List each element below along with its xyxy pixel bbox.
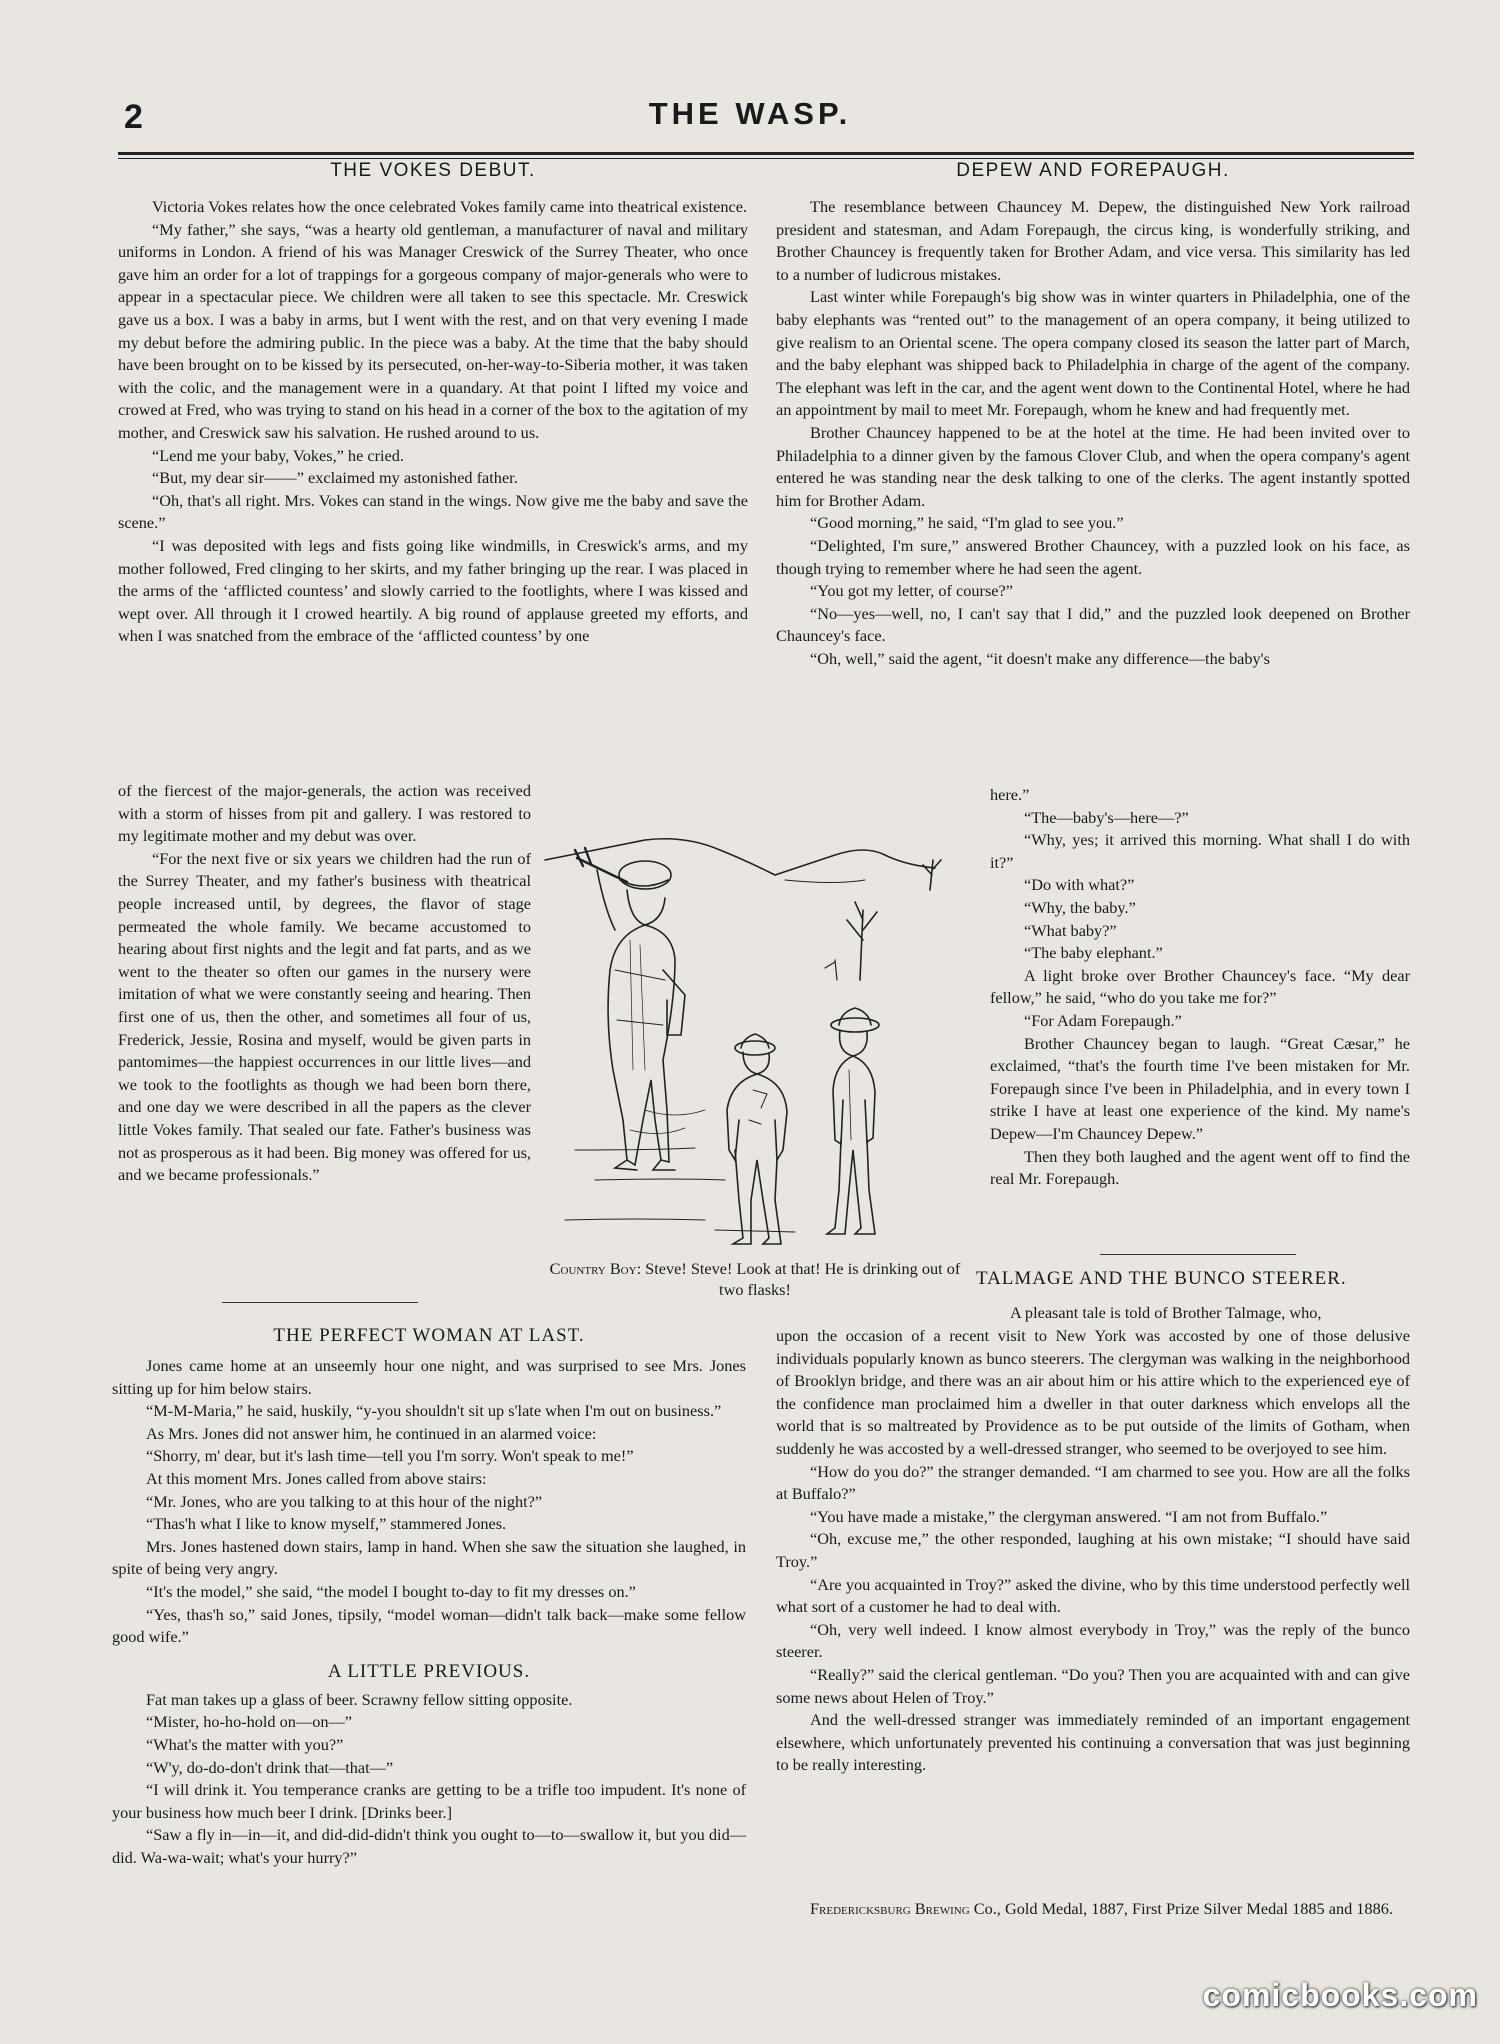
depew-paragraph: “The—baby's—here—?” bbox=[1024, 807, 1189, 827]
article-depew-forepaugh bbox=[776, 160, 1410, 670]
article-depew-continued bbox=[990, 784, 1410, 1191]
talmage-paragraph: “Oh, very well indeed. I know almost everybody in Troy,” was the reply of the bunco steerer. bbox=[776, 1619, 1410, 1662]
vokes-paragraph: Victoria Vokes relates how the once celebrated Vokes family came into theatrical existence. bbox=[152, 197, 748, 216]
article-talmage-first-line bbox=[1010, 1302, 1410, 1325]
vokes-paragraph: “But, my dear sir——” exclaimed my astonished father. bbox=[152, 468, 518, 488]
section-separator bbox=[222, 1302, 418, 1303]
talmage-paragraph: “You have made a mistake,” the clergyman answered. “I am not from Buffalo.” bbox=[810, 1506, 1328, 1526]
vokes-paragraph: “Lend me your baby, Vokes,” he cried. bbox=[152, 445, 404, 465]
article-vokes-debut bbox=[118, 160, 748, 648]
depew-paragraph: The resemblance between Chauncey M. Depew, the distinguished New York railroad president and statesman, and Adam Forepaugh, the circus king, is wonderfully striking, and Brother Chauncey is frequently taken for Brother Adam, and vice versa. This similarity has led to a number of ludicrous mistakes. bbox=[776, 197, 1410, 284]
previous-paragraph: Fat man takes up a glass of beer. Scrawny fellow sitting opposite. bbox=[146, 1689, 573, 1709]
headline-talmage: TALMAGE AND THE BUNCO STEERER. bbox=[976, 1268, 1347, 1289]
country-boy-figure bbox=[727, 1034, 787, 1244]
masthead: THE WASP. bbox=[648, 96, 852, 131]
depew-paragraph: A light broke over Brother Chauncey's face. “My dear fellow,” he said, “who do you take me for?” bbox=[990, 965, 1410, 1008]
talmage-paragraph: “Really?” said the clerical gentleman. “Do you? Then you are acquainted with and can give some news about Helen of Troy.” bbox=[776, 1664, 1410, 1707]
perfect-woman-paragraph: “Mr. Jones, who are you talking to at this hour of the night?” bbox=[146, 1491, 543, 1511]
headline-vokes: THE VOKES DEBUT. bbox=[330, 160, 536, 181]
vokes-paragraph: of the fiercest of the major-generals, the action was received with a storm of hisses from pit and gallery. I was restored to my legitimate mother and my debut was over. bbox=[118, 781, 531, 846]
depew-paragraph: “For Adam Forepaugh.” bbox=[1024, 1010, 1182, 1030]
depew-body bbox=[776, 196, 1410, 670]
perfect-woman-paragraph: As Mrs. Jones did not answer him, he continued in an alarmed voice: bbox=[146, 1423, 597, 1443]
previous-paragraph: “What's the matter with you?” bbox=[146, 1734, 344, 1754]
talmage-paragraph: “Are you acquainted in Troy?” asked the divine, who by this time understood perfectly well what sort of a customer he had to deal with. bbox=[776, 1574, 1410, 1617]
depew-paragraph: “What baby?” bbox=[1024, 920, 1117, 940]
depew-paragraph: “Oh, well,” said the agent, “it doesn't make any difference—the baby's bbox=[810, 648, 1270, 668]
perfect-woman-paragraph: Jones came home at an unseemly hour one night, and was surprised to see Mrs. Jones sitting up for him below stairs. bbox=[112, 1356, 746, 1398]
perfect-woman-paragraph: “Thas'h what I like to know myself,” stammered Jones. bbox=[146, 1514, 507, 1534]
man-with-binoculars bbox=[575, 848, 685, 1170]
depew-paragraph: “No—yes—well, no, I can't say that I did,” and the puzzled look deepened on Brother Chauncey's face. bbox=[776, 603, 1410, 646]
brewing-advertisement bbox=[776, 1898, 1410, 1921]
country-boy-illustration bbox=[535, 820, 975, 1260]
article-talmage bbox=[776, 1268, 1410, 1298]
depew-paragraph: “Why, the baby.” bbox=[1024, 897, 1136, 917]
depew-paragraph: Brother Chauncey began to laugh. “Great Cæsar,” he exclaimed, “that's the fourth time I've been mistaken for Mr. Forepaugh since I've been in Philadelphia, and in every town I strike I have at least one experience of the kind. My name's Depew—I'm Chauncey Depew.” bbox=[990, 1033, 1410, 1143]
article-perfect-woman bbox=[112, 1325, 746, 1869]
section-separator bbox=[1100, 1254, 1296, 1255]
vokes-body bbox=[118, 196, 748, 648]
vokes-paragraph: “Oh, that's all right. Mrs. Vokes can stand in the wings. Now give me the baby and save the scene.” bbox=[118, 490, 748, 533]
caption-speaker: Country Boy bbox=[549, 1259, 637, 1278]
page-number: 2 bbox=[124, 98, 143, 136]
previous-paragraph: “I will drink it. You temperance cranks are getting to be a trifle too impudent. It's none of your business how much beer I drink. [Drinks beer.] bbox=[112, 1780, 746, 1822]
talmage-paragraph: And the well-dressed stranger was immediately reminded of an important engagement elsewhere, which unfortunately prevented his continuing a conversation that was just beginning to be really interesting. bbox=[776, 1710, 1410, 1775]
depew-paragraph: Brother Chauncey happened to be at the hotel at the time. He had been invited over to Philadelphia to a dinner given by the famous Clover Club, and when the opera company's agent entered he was standing near the desk talking to one of the clerks. The agent instantly spotted him for Brother Adam. bbox=[776, 422, 1410, 510]
perfect-woman-paragraph: At this moment Mrs. Jones called from above stairs: bbox=[146, 1468, 487, 1488]
headline-depew: DEPEW AND FOREPAUGH. bbox=[956, 160, 1230, 181]
depew-paragraph: “Delighted, I'm sure,” answered Brother Chauncey, with a puzzled look on his face, as though trying to remember where he had seen the agent. bbox=[776, 535, 1410, 578]
depew-paragraph: Last winter while Forepaugh's big show was in winter quarters in Philadelphia, one of the baby elephants was “rented out” to the management of an opera company, it being utilized to give realism to an Oriental scene. The opera company closed its season the latter part of March, and the baby elephant was shipped back to Philadelphia in charge of the agent of the company. The elephant was left in the car, and the agent went down to the Continental Hotel, where he had an appointment by mail to meet Mr. Forepaugh, whom he knew and had frequently met. bbox=[776, 287, 1410, 420]
vokes-paragraph: “I was deposited with legs and fists going like windmills, in Creswick's arms, and my mother followed, Fred clinging to her skirts, and my father bringing up the rear. I was placed in the arms of the ‘afflicted countess’ and slowly carried to the footlights, where I was kissed and wept over. All through it I crowed heartily. A big round of applause greeted my efforts, and when I was snatched from the embrace of the ‘afflicted countess’ by one bbox=[118, 535, 748, 646]
previous-paragraph: “Mister, ho-ho-hold on—on—” bbox=[146, 1712, 352, 1732]
talmage-paragraph: “Oh, excuse me,” the other responded, laughing at his own mistake; “I should have said Troy.” bbox=[776, 1529, 1410, 1571]
vokes-paragraph: “My father,” she says, “was a hearty old gentleman, a manufacturer of naval and military uniforms in London. A friend of his was Manager Creswick of the Surrey Theater, who once gave him an order for a lot of trappings for a gorgeous company of major-generals who were to appear in a spectacular piece. We children were all taken to see this spectacle. Mr. Creswick gave us a box. I was a baby in arms, but I went with the rest, and on that very evening I made my debut before the admiring public. In the piece was a baby. At the time that the baby should have been brought on to be kissed by its persecuted, on-her-way-to-Siberia mother, it was taken with the colic, and the management were in a quandary. At that point I lifted my voice and crowed at Fred, who was trying to stand on his head in a corner of the box to the agitation of my mother, and Creswick saw his salvation. He rushed around to us. bbox=[118, 219, 748, 442]
header-rule-thin bbox=[118, 158, 1414, 159]
perfect-woman-paragraph: Mrs. Jones hastened down stairs, lamp in hand. When she saw the situation she laughed, in spite of being very angry. bbox=[112, 1536, 746, 1579]
second-boy-figure bbox=[827, 1008, 879, 1234]
depew-paragraph: “Good morning,” he said, “I'm glad to see you.” bbox=[810, 513, 1124, 533]
depew-paragraph: “Do with what?” bbox=[1024, 875, 1135, 895]
depew-paragraph: “The baby elephant.” bbox=[1024, 943, 1163, 963]
depew-paragraph: here.” bbox=[990, 785, 1030, 804]
bare-tree bbox=[847, 902, 877, 980]
article-vokes-continued bbox=[118, 780, 531, 1187]
article-talmage-body bbox=[776, 1325, 1410, 1777]
depew-paragraph: “Why, yes; it arrived this morning. What shall I do with it?” bbox=[990, 830, 1410, 872]
advert-text: Co., Gold Medal, 1887, First Prize Silver Medal 1885 and 1886. bbox=[969, 1899, 1393, 1918]
talmage-paragraph: upon the occasion of a recent visit to New York was accosted by one of those delusive individuals popularly known as bunco steerers. The clergyman was walking in the neighborhood of Brooklyn bridge, and there was an air about him or his attire which to the experienced eye of the confidence man proclaimed him a dweller in that outer darkness which envelops all the world that is so maltreated by Providence as to be put outside of the limits of Gotham, when suddenly he was accosted by a well-dressed stranger, who seemed to be overjoyed to see him. bbox=[776, 1326, 1410, 1458]
vokes-paragraph: “For the next five or six years we children had the run of the Surrey Theater, and my father's business with theatrical people increased until, by degrees, the flavor of stage permeated the whole family. We became accustomed to hearing about first nights and the legit and fat parts, and as we went to the theater so often our games in the nursery were imitation of what we were constantly seeing and hearing. Then first one of us, then the other, and sometimes all four of us, Frederick, Jessie, Rosina and myself, would be given parts in pantomimes—the happiest occurrences in our little lives—and we took to the footlights as though we had been born there, and one day we were described in all the papers as the clever little Vokes family. That sealed our fate. Father's business was not as prosperous as it had been. Big money was offered for us, and we became professionals.” bbox=[118, 848, 531, 1185]
previous-paragraph: “Saw a fly in—in—it, and did-did-didn't think you ought to—to—swallow it, but you did—did. Wa-wa-wait; what's your hurry?” bbox=[112, 1825, 746, 1867]
ground-lines bbox=[565, 1148, 795, 1232]
perfect-woman-paragraph: “M-M-Maria,” he said, huskily, “y-you shouldn't sit up s'late when I'm out on business.” bbox=[146, 1401, 722, 1421]
bare-tree bbox=[923, 860, 941, 890]
perfect-woman-paragraph: “It's the model,” she said, “the model I bought to-day to fit my dresses on.” bbox=[146, 1581, 636, 1601]
caption-text: : Steve! Steve! Look at that! He is drinking out of two flasks! bbox=[636, 1259, 961, 1299]
talmage-paragraph: “How do you do?” the stranger demanded. “I am charmed to see you. How are all the folks at Buffalo?” bbox=[776, 1461, 1410, 1504]
depew-paragraph: “You got my letter, of course?” bbox=[810, 581, 1013, 601]
headline-perfect-woman: THE PERFECT WOMAN AT LAST. bbox=[273, 1325, 585, 1346]
site-watermark: comicbooks.com bbox=[1202, 1977, 1478, 2013]
perfect-woman-paragraph: “Yes, thas'h so,” said Jones, tipsily, “model woman—didn't talk back—make some fellow good wife.” bbox=[112, 1604, 746, 1647]
header-rule bbox=[118, 152, 1414, 155]
headline-little-previous: A LITTLE PREVIOUS. bbox=[327, 1660, 531, 1682]
talmage-paragraph: A pleasant tale is told of Brother Talmage, who, bbox=[1010, 1303, 1322, 1322]
perfect-woman-paragraph: “Shorry, m' dear, but it's lash time—tell you I'm sorry. Won't speak to me!” bbox=[146, 1446, 634, 1466]
depew-paragraph: Then they both laughed and the agent went off to find the real Mr. Forepaugh. bbox=[990, 1146, 1410, 1189]
advert-brand: Fredericksburg Brewing bbox=[810, 1899, 970, 1918]
previous-paragraph: “W'y, do-do-don't drink that—that—” bbox=[146, 1757, 394, 1777]
